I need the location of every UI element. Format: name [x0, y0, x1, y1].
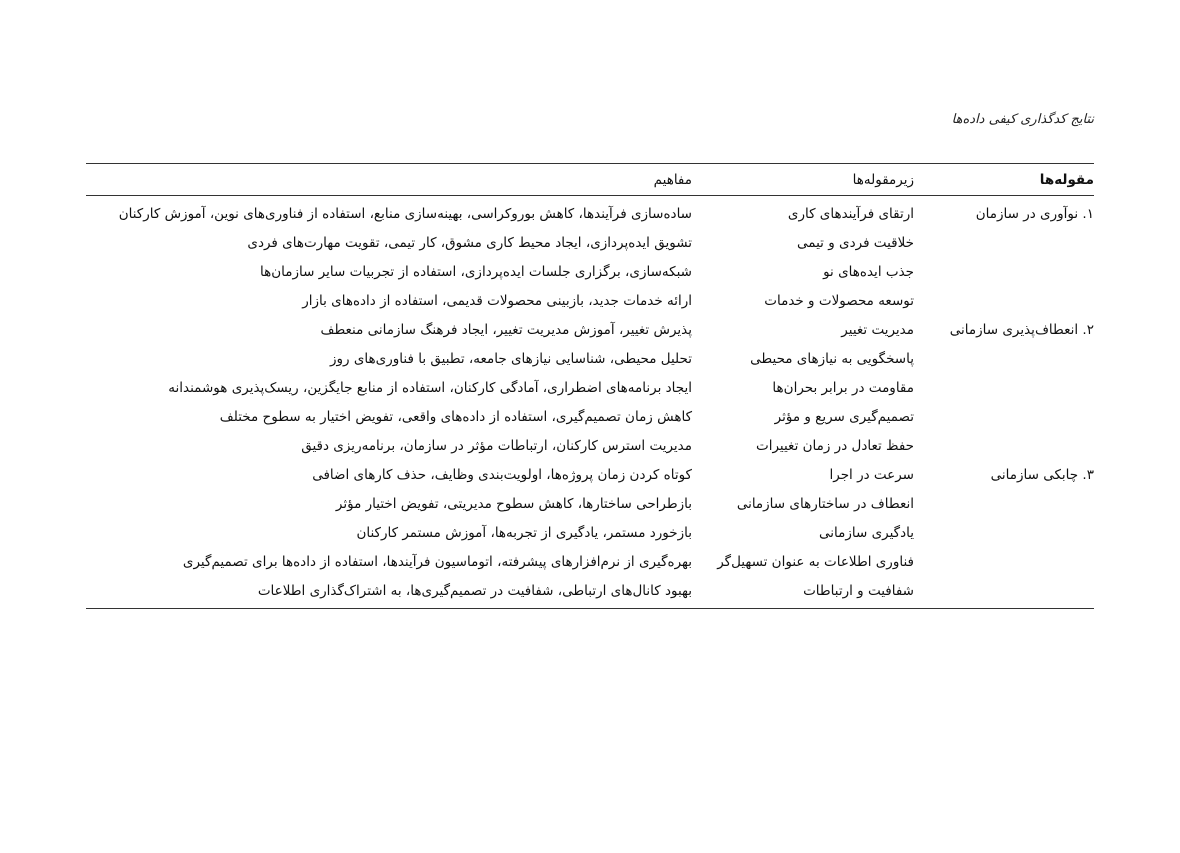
- header-concepts: مفاهیم: [653, 171, 692, 188]
- category-cell: ۳. چابکی سازمانی: [990, 467, 1094, 483]
- category-cell: [934, 374, 1094, 403]
- subcategory-cell: انعطاف در ساختارهای سازمانی: [736, 496, 914, 512]
- concepts-cell: بازخورد مستمر، یادگیری از تجربه‌ها، آموزش مستمر کارکنان: [356, 525, 692, 541]
- concepts-cell: بازطراحی ساختارها، کاهش سطوح مدیریتی، تفویض اختیار مؤثر: [335, 496, 692, 512]
- subcategory-cell: حفظ تعادل در زمان تغییرات: [756, 438, 914, 454]
- concepts-cell: پذیرش تغییر، آموزش مدیریت تغییر، ایجاد فرهنگ سازمانی منعطف: [320, 322, 692, 338]
- table-row: [86, 258, 1094, 287]
- table-row: [86, 229, 1094, 258]
- subcategory-cell: جذب ایده‌های نو: [823, 264, 914, 280]
- concepts-cell: ارائه خدمات جدید، بازبینی محصولات قدیمی، استفاده از داده‌های بازار: [302, 293, 692, 309]
- table-row: [86, 490, 1094, 519]
- table-body: [86, 196, 1094, 608]
- concepts-cell: تشویق ایده‌پردازی، ایجاد محیط کاری مشوق، کار تیمی، تقویت مهارت‌های فردی: [247, 235, 692, 251]
- subcategory-cell: خلاقیت فردی و تیمی: [797, 235, 914, 251]
- table-row: [86, 200, 1094, 229]
- subcategory-cell: سرعت در اجرا: [829, 467, 914, 483]
- header-subcategories: زیرمقوله‌ها: [852, 171, 914, 188]
- category-cell: [934, 490, 1094, 519]
- concepts-cell: تحلیل محیطی، شناسایی نیازهای جامعه، تطبیق با فناوری‌های روز: [330, 351, 692, 367]
- subcategory-cell: پاسخگویی به نیازهای محیطی: [750, 351, 914, 367]
- category-cell: ۲. انعطاف‌پذیری سازمانی: [949, 322, 1094, 338]
- category-cell: [934, 432, 1094, 461]
- concepts-cell: ایجاد برنامه‌های اضطراری، آمادگی کارکنان، استفاده از منابع جایگزین، ریسک‌پذیری هوشمندانه: [168, 380, 692, 396]
- table-row: [86, 519, 1094, 548]
- table-row: [86, 374, 1094, 403]
- concepts-cell: ساده‌سازی فرآیندها، کاهش بوروکراسی، بهینه‌سازی منابع، استفاده از فناوری‌های نوین، آموزش کارکنان: [118, 206, 692, 222]
- subcategory-cell: مقاومت در برابر بحران‌ها: [772, 380, 914, 396]
- concepts-cell: بهبود کانال‌های ارتباطی، شفافیت در تصمیم‌گیری‌ها، به اشتراک‌گذاری اطلاعات: [257, 583, 692, 599]
- category-cell: [934, 345, 1094, 374]
- subcategory-cell: فناوری اطلاعات به عنوان تسهیل‌گر: [717, 554, 914, 570]
- table-header-row: [86, 164, 1094, 196]
- table-row: [86, 548, 1094, 577]
- category-cell: [934, 577, 1094, 606]
- subcategory-cell: ارتقای فرآیندهای کاری: [787, 206, 914, 222]
- category-cell: [934, 258, 1094, 287]
- coding-results-table: [86, 163, 1094, 609]
- category-cell: [934, 403, 1094, 432]
- table-row: [86, 403, 1094, 432]
- category-cell: [934, 548, 1094, 577]
- category-cell: [934, 229, 1094, 258]
- concepts-cell: کاهش زمان تصمیم‌گیری، استفاده از داده‌های واقعی، تفویض اختیار به سطوح مختلف: [219, 409, 692, 425]
- table-row: [86, 287, 1094, 316]
- subcategory-cell: توسعه محصولات و خدمات: [764, 293, 914, 309]
- table-row: [86, 316, 1094, 345]
- category-cell: [934, 519, 1094, 548]
- table-row: [86, 432, 1094, 461]
- header-categories: مقوله‌ها: [1039, 171, 1094, 188]
- concepts-cell: شبکه‌سازی، برگزاری جلسات ایده‌پردازی، استفاده از تجربیات سایر سازمان‌ها: [259, 264, 692, 280]
- subcategory-cell: شفافیت و ارتباطات: [803, 583, 914, 599]
- table-caption: نتایج کدگذاری کیفی داده‌ها: [951, 112, 1094, 127]
- table-row: [86, 577, 1094, 606]
- table-row: [86, 461, 1094, 490]
- category-cell: ۱. نوآوری در سازمان: [975, 206, 1094, 222]
- concepts-cell: بهره‌گیری از نرم‌افزارهای پیشرفته، اتوماسیون فرآیندها، استفاده از داده‌ها برای تصمیم‌گیری: [182, 554, 692, 570]
- concepts-cell: کوتاه کردن زمان پروژه‌ها، اولویت‌بندی وظایف، حذف کارهای اضافی: [312, 467, 692, 483]
- subcategory-cell: یادگیری سازمانی: [819, 525, 914, 541]
- subcategory-cell: تصمیم‌گیری سریع و مؤثر: [774, 409, 914, 425]
- subcategory-cell: مدیریت تغییر: [841, 322, 914, 338]
- category-cell: [934, 287, 1094, 316]
- table-row: [86, 345, 1094, 374]
- concepts-cell: مدیریت استرس کارکنان، ارتباطات مؤثر در سازمان، برنامه‌ریزی دقیق: [301, 438, 692, 454]
